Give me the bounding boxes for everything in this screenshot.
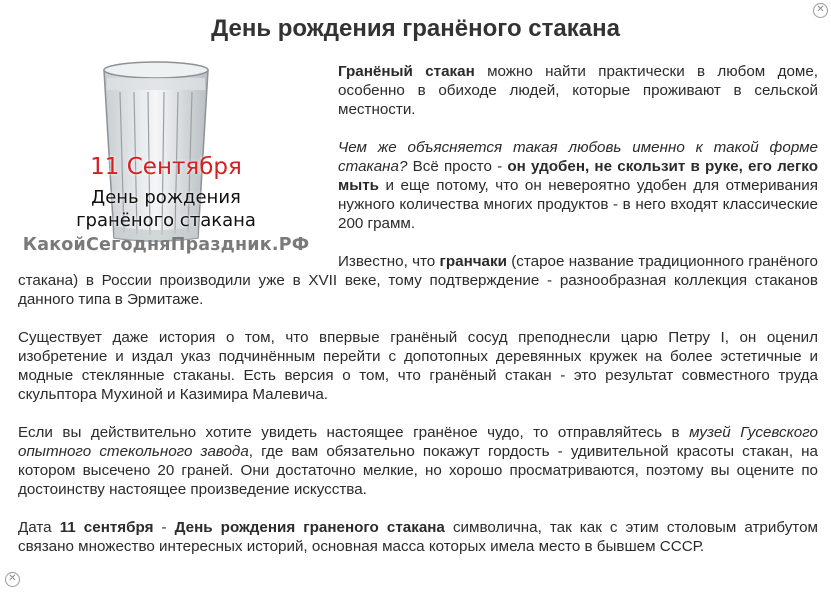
text: , где вам обязательно покажут гордость - удивительной красоты стакан, на котором высечено 20 граней. Они достаточно мелкие, но хорошо просматриваются, поэтому вы оцените по достоинству настоящее произведение искусства. [18, 443, 818, 498]
italic-museum: музей Гусевского опытного стекольного завода [18, 424, 819, 460]
holiday-image [16, 56, 326, 264]
site-watermark: КакойСегодняПраздник.РФ [22, 235, 310, 255]
text: - [153, 519, 175, 536]
text: Если вы действительно хотите увидеть настоящее гранёное чудо, то отправляйтесь в [18, 424, 690, 441]
holiday-name-line2: гранёного стакана [76, 210, 256, 231]
text: Всё просто - [407, 158, 508, 175]
article-body [18, 62, 818, 575]
text: Известно, что [338, 253, 440, 270]
paragraph-4 [18, 328, 818, 404]
close-icon[interactable]: ✕ [813, 3, 828, 18]
bold-holiday: День рождения граненого стакана [174, 519, 445, 536]
bold-term: гранчаки [439, 253, 507, 270]
bold-phrase: он удобен, не скользит в руке, его легко мыть [338, 158, 818, 194]
holiday-name-line1: День рождения [91, 187, 241, 208]
italic-question: Чем же объясняется такая любовь именно к такой форме стакана? [338, 139, 818, 175]
text: и еще потому, что он невероятно удобен для отмеривания нужного количества многих продуктов - в него входят классические 200 грамм. [338, 177, 818, 232]
text: символична, так как с этим столовым атрибутом связано множество интересных историй, основная масса которых имела место в бывшем СССР. [18, 519, 818, 555]
text: можно найти практически в любом доме, особенно в обиходе людей, которые проживают в сельской местности. [338, 63, 818, 118]
paragraph-5 [18, 423, 818, 499]
text: Дата [18, 519, 60, 536]
bold-date: 11 сентября [59, 519, 154, 536]
text: Существует даже история о том, что впервые гранёный сосуд преподнесли царю Петру I, он оценил изобретение и издал указ подчинённым перейти с допотопных деревянных кружек на более эстетичные и модные стеклянные стаканы. Есть версия о том, что гранёный стакан - это результат совместного труда скульптора Мухиной и Казимира Малевича. [18, 329, 818, 403]
paragraph-6 [18, 518, 818, 556]
text: (старое название традиционного гранёного стакана) в России производили уже в XVII веке, тому подтверждение - разнообразная коллекция стаканов данного типа в Эрмитаже. [18, 253, 818, 308]
bold-term: Гранёный стакан [338, 63, 475, 80]
page-title: День рождения гранёного стакана [211, 15, 620, 42]
close-icon[interactable]: ✕ [5, 572, 20, 587]
holiday-date: 11 Сентября [90, 154, 242, 180]
